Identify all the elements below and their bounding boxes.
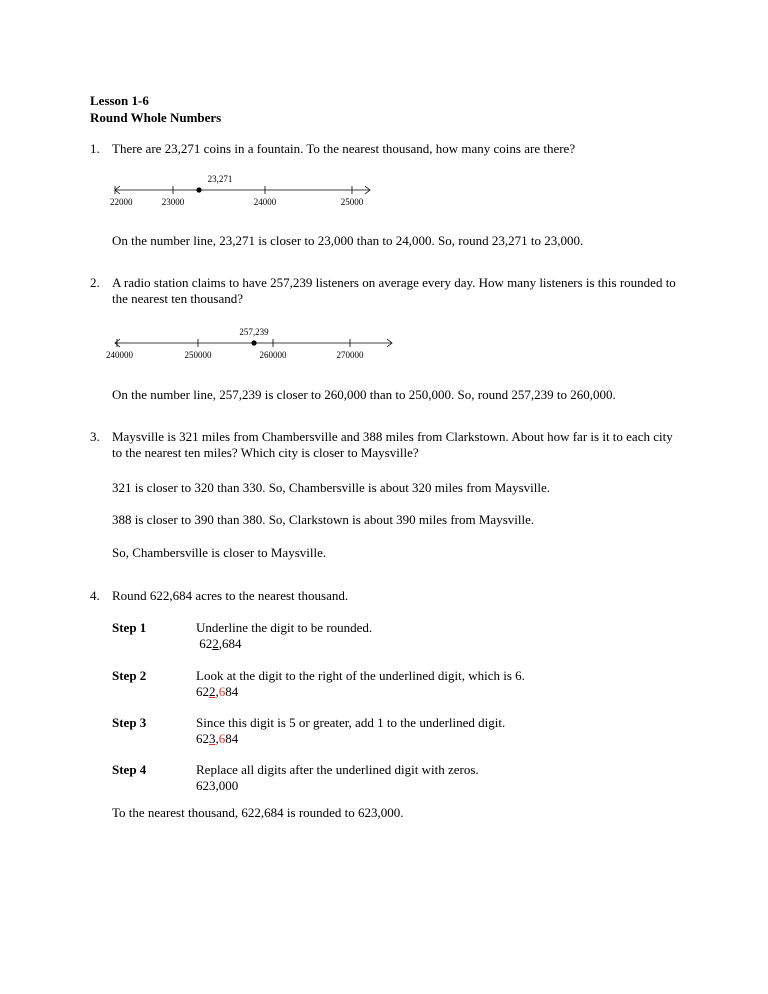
step-number [196, 684, 666, 700]
lesson-header [90, 92, 221, 126]
lesson-title: Lesson 1-6 [90, 93, 149, 108]
step-text: Look at the digit to the right of the underlined digit, which is 6. [196, 668, 525, 683]
step-body [196, 668, 666, 700]
problem-number: 2. [90, 275, 100, 290]
tick-label: 24000 [253, 197, 277, 207]
num-part: 62 [196, 684, 209, 699]
tick-label: 260000 [259, 350, 287, 360]
underlined-digit: 2 [212, 636, 219, 651]
point-label: 257,239 [239, 327, 269, 337]
num-part: 62 [196, 731, 209, 746]
tick-label: 250000 [184, 350, 212, 360]
problem-number: 1. [90, 141, 100, 156]
answer-1: On the number line, 23,271 is closer to 23,000 than to 24,000. So, round 23,271 to 23,000. [112, 233, 584, 248]
step-body [196, 762, 666, 794]
problem-text: Round 622,684 acres to the nearest thousand. [112, 588, 349, 603]
problem-text: Maysville is 321 miles from Chambersville and 388 miles from Clarkstown. About how far is it to each city to the nearest ten miles? Which city is closer to Maysville? [112, 429, 673, 460]
step-number: 623,000 [196, 778, 239, 793]
num-part: 62 [199, 636, 213, 651]
step-number [196, 731, 666, 747]
problem-3-line-2: 388 is closer to 390 than 380. So, Clarkstown is about 390 miles from Maysville. [112, 512, 535, 527]
number-line-2 [106, 326, 400, 366]
step-label: Step 1 [112, 620, 147, 635]
point-dot [196, 187, 201, 192]
num-part: , [215, 731, 219, 746]
highlighted-digit: 6 [218, 731, 226, 746]
problem-number: 4. [90, 588, 100, 603]
point-dot [251, 340, 256, 345]
problem-3-line-3: So, Chambersville is closer to Maysville. [112, 545, 327, 560]
num-part: 84 [225, 731, 239, 746]
step-body [196, 715, 666, 747]
step-label: Step 2 [112, 668, 147, 683]
step-text: Since this digit is 5 or greater, add 1 to the underlined digit. [196, 715, 506, 730]
step-label: Step 4 [112, 762, 147, 777]
tick-label: 23000 [161, 197, 185, 207]
number-line-1-svg [110, 173, 380, 213]
problem-4 [90, 588, 690, 604]
problem-text: A radio station claims to have 257,239 listeners on average every day. How many listeners is this rounded to the nearest ten thousand? [112, 275, 676, 306]
step-label: Step 3 [112, 715, 147, 730]
problem-number: 3. [90, 429, 100, 444]
tick-label: 22000 [110, 197, 133, 207]
number-line-2-svg [106, 326, 400, 366]
answer-2: On the number line, 257,239 is closer to 260,000 than to 250,000. So, round 257,239 to 260,000. [112, 387, 616, 402]
problem-1 [90, 141, 690, 157]
answer-4: To the nearest thousand, 622,684 is rounded to 623,000. [112, 805, 404, 820]
problem-3 [90, 429, 690, 461]
lesson-subtitle: Round Whole Numbers [90, 110, 222, 125]
tick-label: 270000 [336, 350, 364, 360]
problem-2 [90, 275, 690, 307]
tick-label: 25000 [340, 197, 364, 207]
underlined-digit: 2 [209, 684, 216, 699]
step-number [196, 636, 666, 652]
point-label: 23,271 [207, 174, 233, 184]
underlined-digit: 3 [209, 731, 216, 746]
num-part: 84 [225, 684, 239, 699]
problem-3-line-1: 321 is closer to 320 than 330. So, Chambersville is about 320 miles from Maysville. [112, 480, 550, 495]
highlighted-digit: 6 [218, 684, 226, 699]
step-body [196, 620, 666, 652]
step-text: Replace all digits after the underlined digit with zeros. [196, 762, 479, 777]
number-line-1 [110, 173, 380, 213]
problem-text: There are 23,271 coins in a fountain. To the nearest thousand, how many coins are there? [112, 141, 576, 156]
tick-label: 240000 [106, 350, 133, 360]
step-text: Underline the digit to be rounded. [196, 620, 373, 635]
num-part: ,684 [218, 636, 242, 651]
num-part: , [215, 684, 219, 699]
